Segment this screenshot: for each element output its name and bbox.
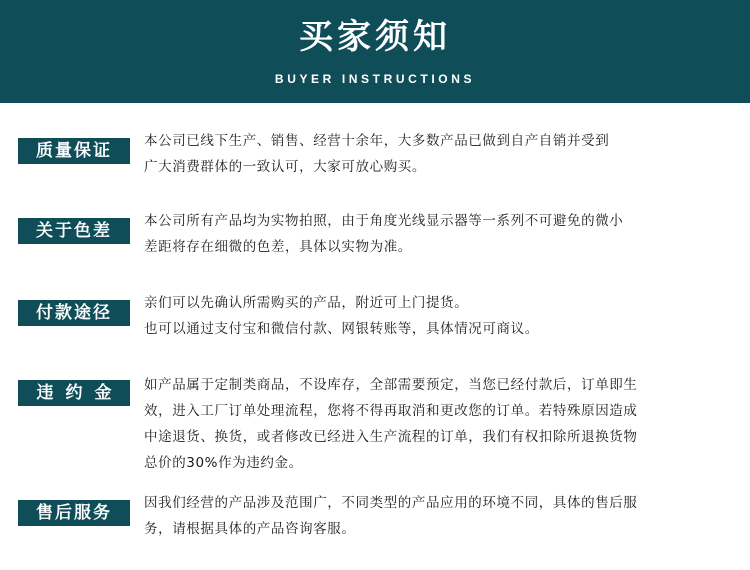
text-line: 广大消费群体的一致认可，大家可放心购买。 bbox=[144, 159, 426, 175]
text-line: 本公司所有产品均为实物拍照，由于角度光线显示器等一系列不可避免的微小 bbox=[144, 213, 624, 229]
section-label: 售后服务 bbox=[18, 500, 130, 526]
header-banner bbox=[0, 0, 750, 103]
text-line: 如产品属于定制类商品，不设库存，全部需要预定，当您已经付款后，订单即生 bbox=[144, 377, 638, 393]
section-text bbox=[144, 128, 739, 180]
section-text bbox=[144, 208, 739, 260]
section-label: 关于色差 bbox=[18, 218, 130, 244]
section-text bbox=[144, 372, 739, 476]
text-line: 因我们经营的产品涉及范围广，不同类型的产品应用的环境不同，具体的售后服 bbox=[144, 495, 638, 511]
section-text bbox=[144, 490, 739, 542]
text-line: 本公司已线下生产、销售、经营十余年，大多数产品已做到自产自销并受到 bbox=[144, 133, 610, 149]
page-subtitle: BUYER INSTRUCTIONS bbox=[274, 72, 476, 86]
section-text bbox=[144, 290, 739, 342]
text-line: 也可以通过支付宝和微信付款、网银转账等，具体情况可商议。 bbox=[144, 321, 539, 337]
page-title: 买家须知 bbox=[299, 17, 451, 57]
section-label: 违约金 bbox=[18, 380, 130, 406]
text-line: 差距将存在细微的色差，具体以实物为准。 bbox=[144, 239, 412, 255]
text-line: 总价的30%作为违约金。 bbox=[144, 455, 303, 471]
text-line: 亲们可以先确认所需购买的产品，附近可上门提货。 bbox=[144, 295, 469, 311]
text-line: 效，进入工厂订单处理流程，您将不得再取消和更改您的订单。若特殊原因造成 bbox=[144, 403, 638, 419]
text-line: 中途退货、换货，或者修改已经进入生产流程的订单，我们有权扣除所退换货物 bbox=[144, 429, 638, 445]
section-label: 质量保证 bbox=[18, 138, 130, 164]
section-label: 付款途径 bbox=[18, 300, 130, 326]
text-line: 务，请根据具体的产品咨询客服。 bbox=[144, 521, 356, 537]
